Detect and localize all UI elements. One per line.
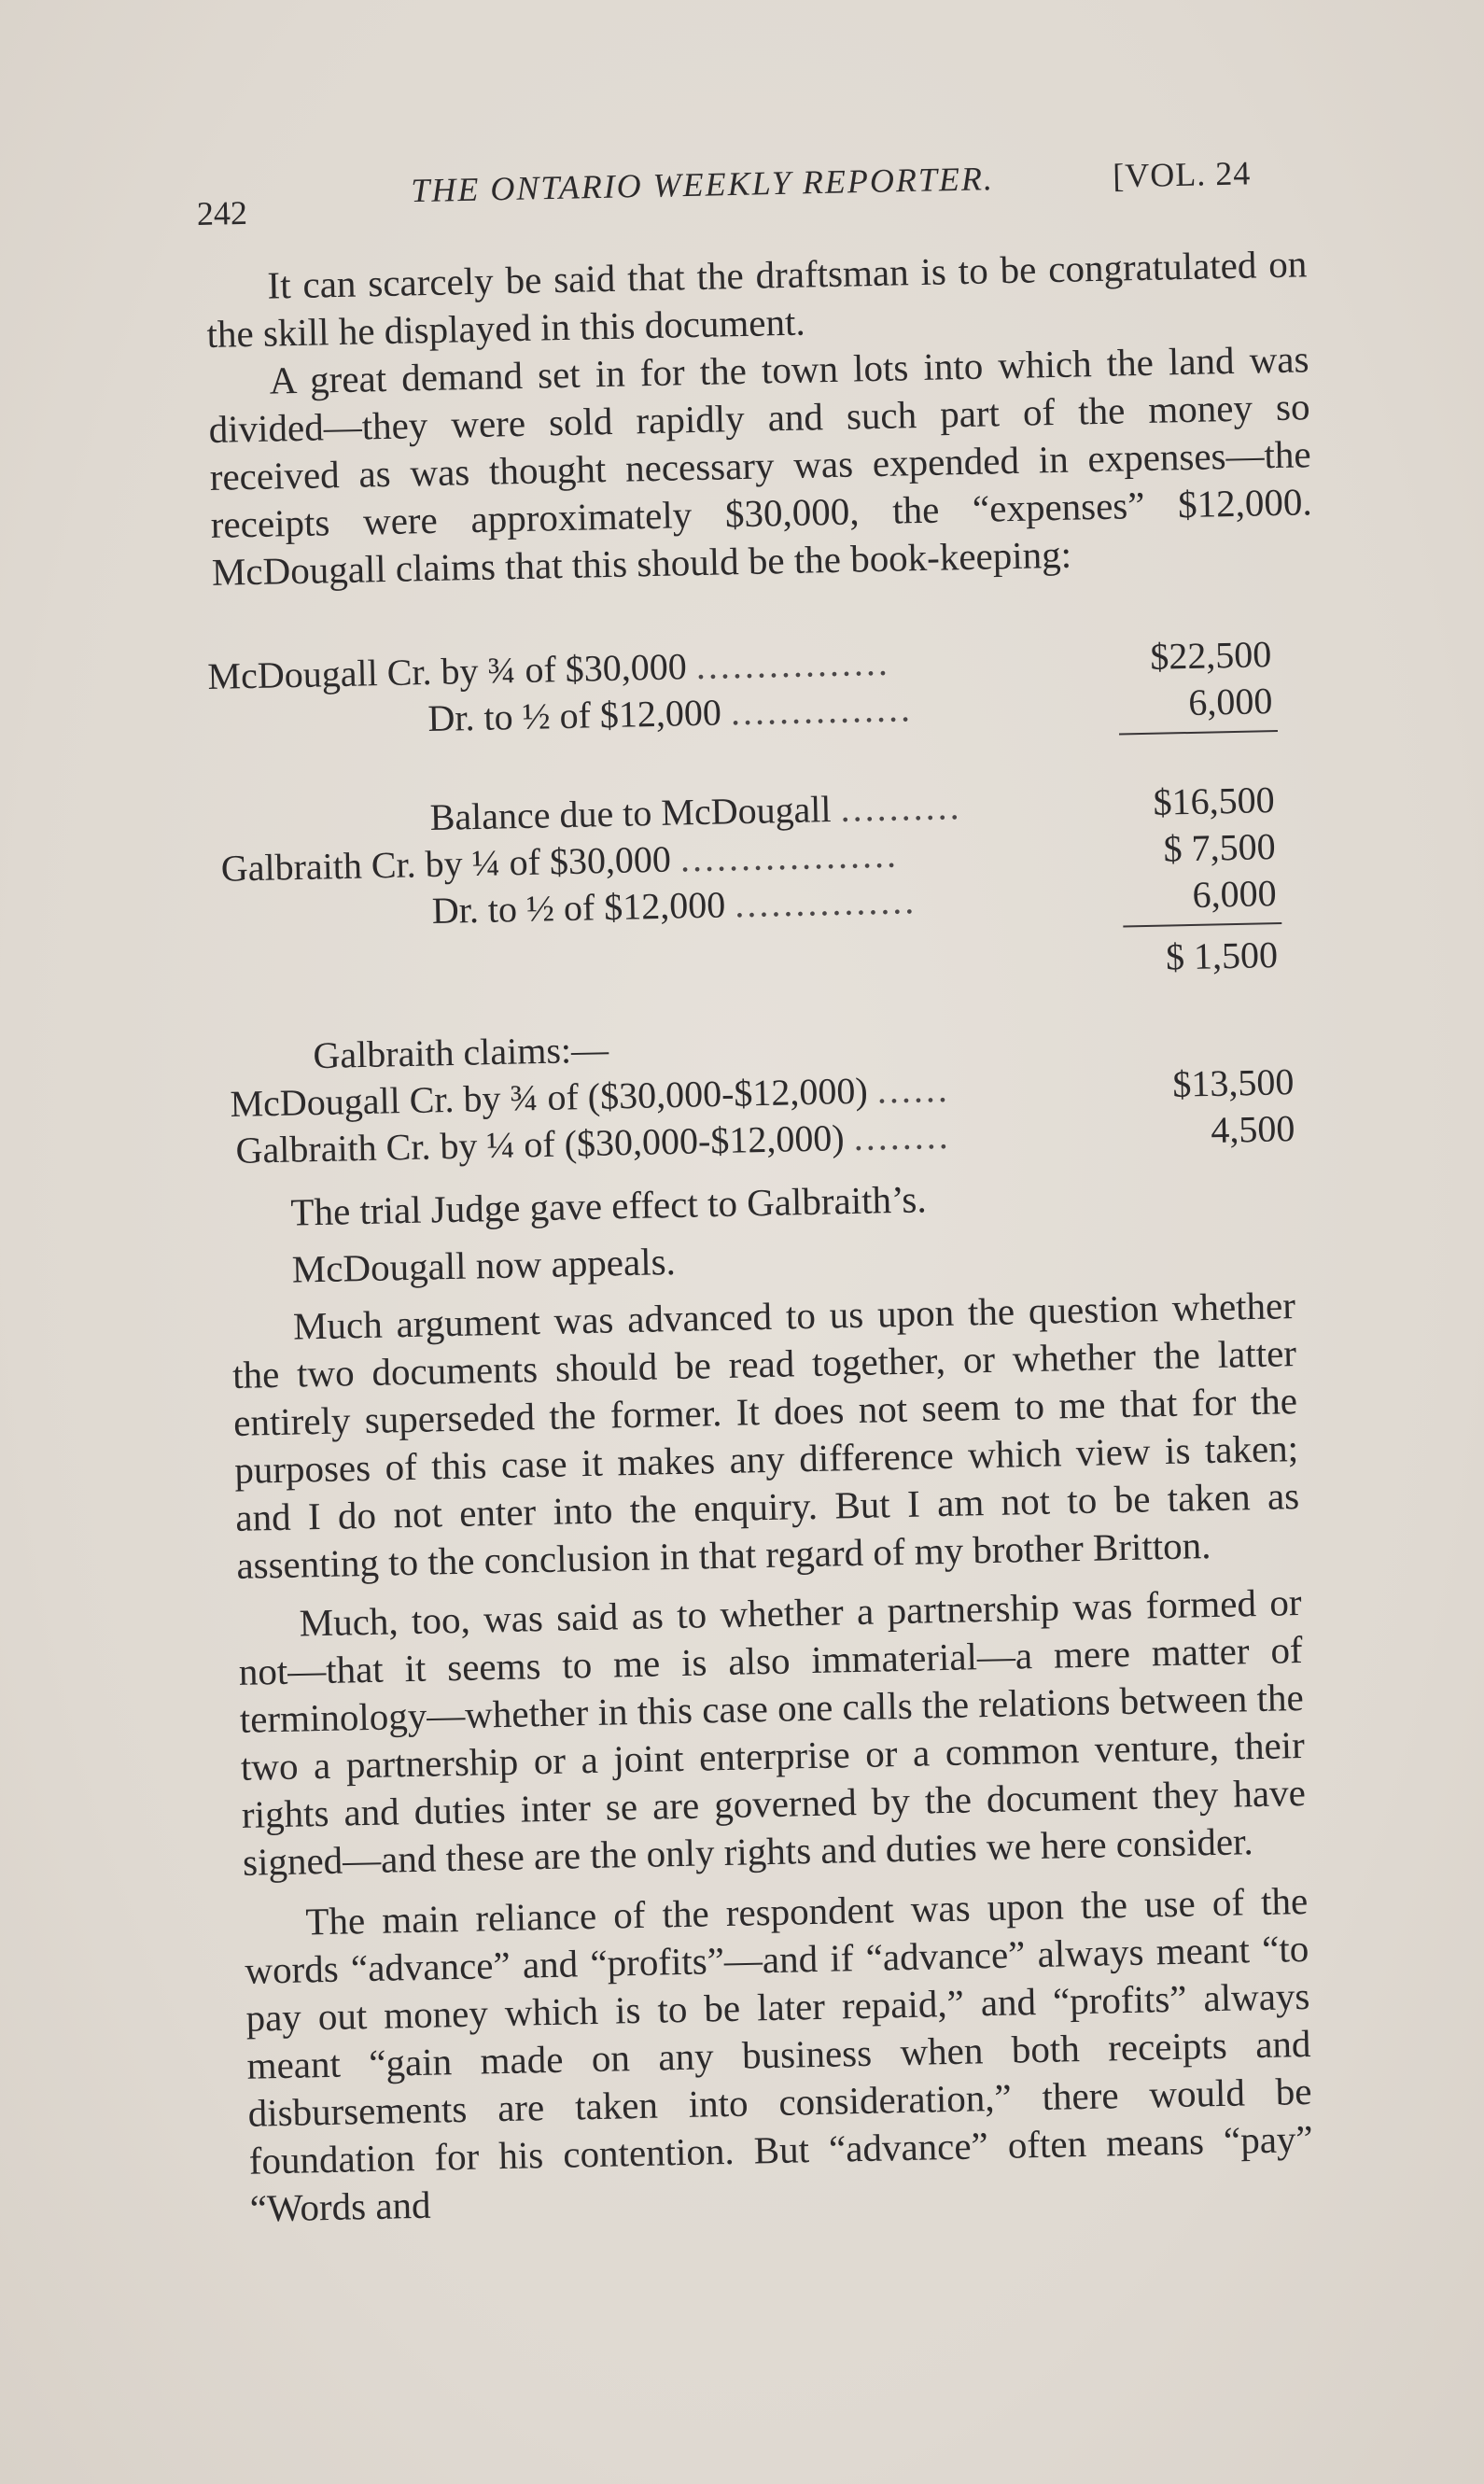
ledger-amount: 6,000 xyxy=(1192,872,1278,916)
ledger-amount: $ 1,500 xyxy=(1165,933,1279,978)
paragraph: The main reliance of the respondent was upon the use of the words “advance” and “profits”—and if “advance” always meant “to pay out money which is to be later repaid,” and “profits” always meant “gain made on any business when both receipts and disbursements are taken into consideration,” there would be foundation for his contention. But “advance” often means “pay” “Words and xyxy=(245,1878,1314,2230)
ledger-heading-text: Galbraith claims:— xyxy=(313,1028,609,1077)
ledger-label: Galbraith Cr. by ¼ of $30,000 xyxy=(220,837,672,890)
ledger-galbraith xyxy=(229,1011,1333,1174)
paragraph: McDougall now appeals. xyxy=(291,1239,677,1291)
leader-dots: .......... xyxy=(840,785,962,830)
paragraph: The trial Judge gave effect to Galbraith’s. xyxy=(290,1177,928,1234)
ledger-amount: 6,000 xyxy=(1187,680,1273,723)
journal-title: THE ONTARIO WEEKLY REPORTER. xyxy=(410,160,995,210)
ledger-amount: $16,500 xyxy=(1153,779,1276,823)
ledger-label: Dr. to ½ of $12,000 xyxy=(427,691,722,740)
ledger-mcdougall xyxy=(207,630,1316,1001)
paragraph: A great demand set in for the town lots into which the land was divided—they were sold rapidly and such part of the money so received as was thought necessary was expended in expenses—the receipts were approximately $30,000, the “expenses” $12,000. McDougall claims that this should be the book-keeping: xyxy=(208,337,1313,594)
paragraph: It can scarcely be said that the draftsman is to be congratulated on the skill he displayed in this document. xyxy=(206,242,1308,356)
ledger-label: Balance due to McDougall xyxy=(429,788,832,839)
leader-dots: ................ xyxy=(695,640,891,688)
ledger-amount: $22,500 xyxy=(1149,633,1272,678)
page-number: 242 xyxy=(196,193,248,232)
ledger-label: Galbraith Cr. by ¼ of ($30,000-$12,000) xyxy=(235,1116,846,1172)
leader-dots: ............... xyxy=(730,687,914,734)
ledger-amount: $13,500 xyxy=(1171,1060,1295,1105)
ledger-label: McDougall Cr. by ¾ of ($30,000-$12,000) xyxy=(230,1069,869,1125)
ledger-label: Dr. to ½ of $12,000 xyxy=(431,883,726,933)
leader-dots: ............... xyxy=(734,879,917,926)
ledger-amount: 4,500 xyxy=(1210,1107,1295,1151)
intro-section xyxy=(205,240,1313,596)
paragraph: Much argument was advanced to us upon the question whether the two documents should be read together, or whether the latter entirely superseded the former. It does not seem to me that for the purposes of this case it makes any difference which view is taken; and I do not enter into the enquiry. But I am not to be taken as assenting to the conclusion in that regard of my brother Britton. xyxy=(231,1284,1300,1587)
running-header xyxy=(196,153,1252,232)
leader-dots: .................. xyxy=(679,833,900,880)
leader-dots: ...... xyxy=(876,1067,951,1112)
ledger-label: McDougall Cr. by ¾ of $30,000 xyxy=(207,645,688,697)
volume-label: [VOL. 24 xyxy=(1112,154,1252,195)
paragraph: Much, too, was said as to whether a partnership was formed or not—that it seems to me is also immaterial—a mere matter of terminology—whether in this case one calls the relations between the two a partnership or a joint enterprise or a common venture, their rights and duties inter se are governed by the document they have signed—and these are the only rights and duties we here consider. xyxy=(238,1580,1307,1884)
opinion-body xyxy=(229,1168,1314,2233)
ledger-amount: $ 7,500 xyxy=(1163,825,1277,870)
leader-dots: ........ xyxy=(853,1114,952,1158)
